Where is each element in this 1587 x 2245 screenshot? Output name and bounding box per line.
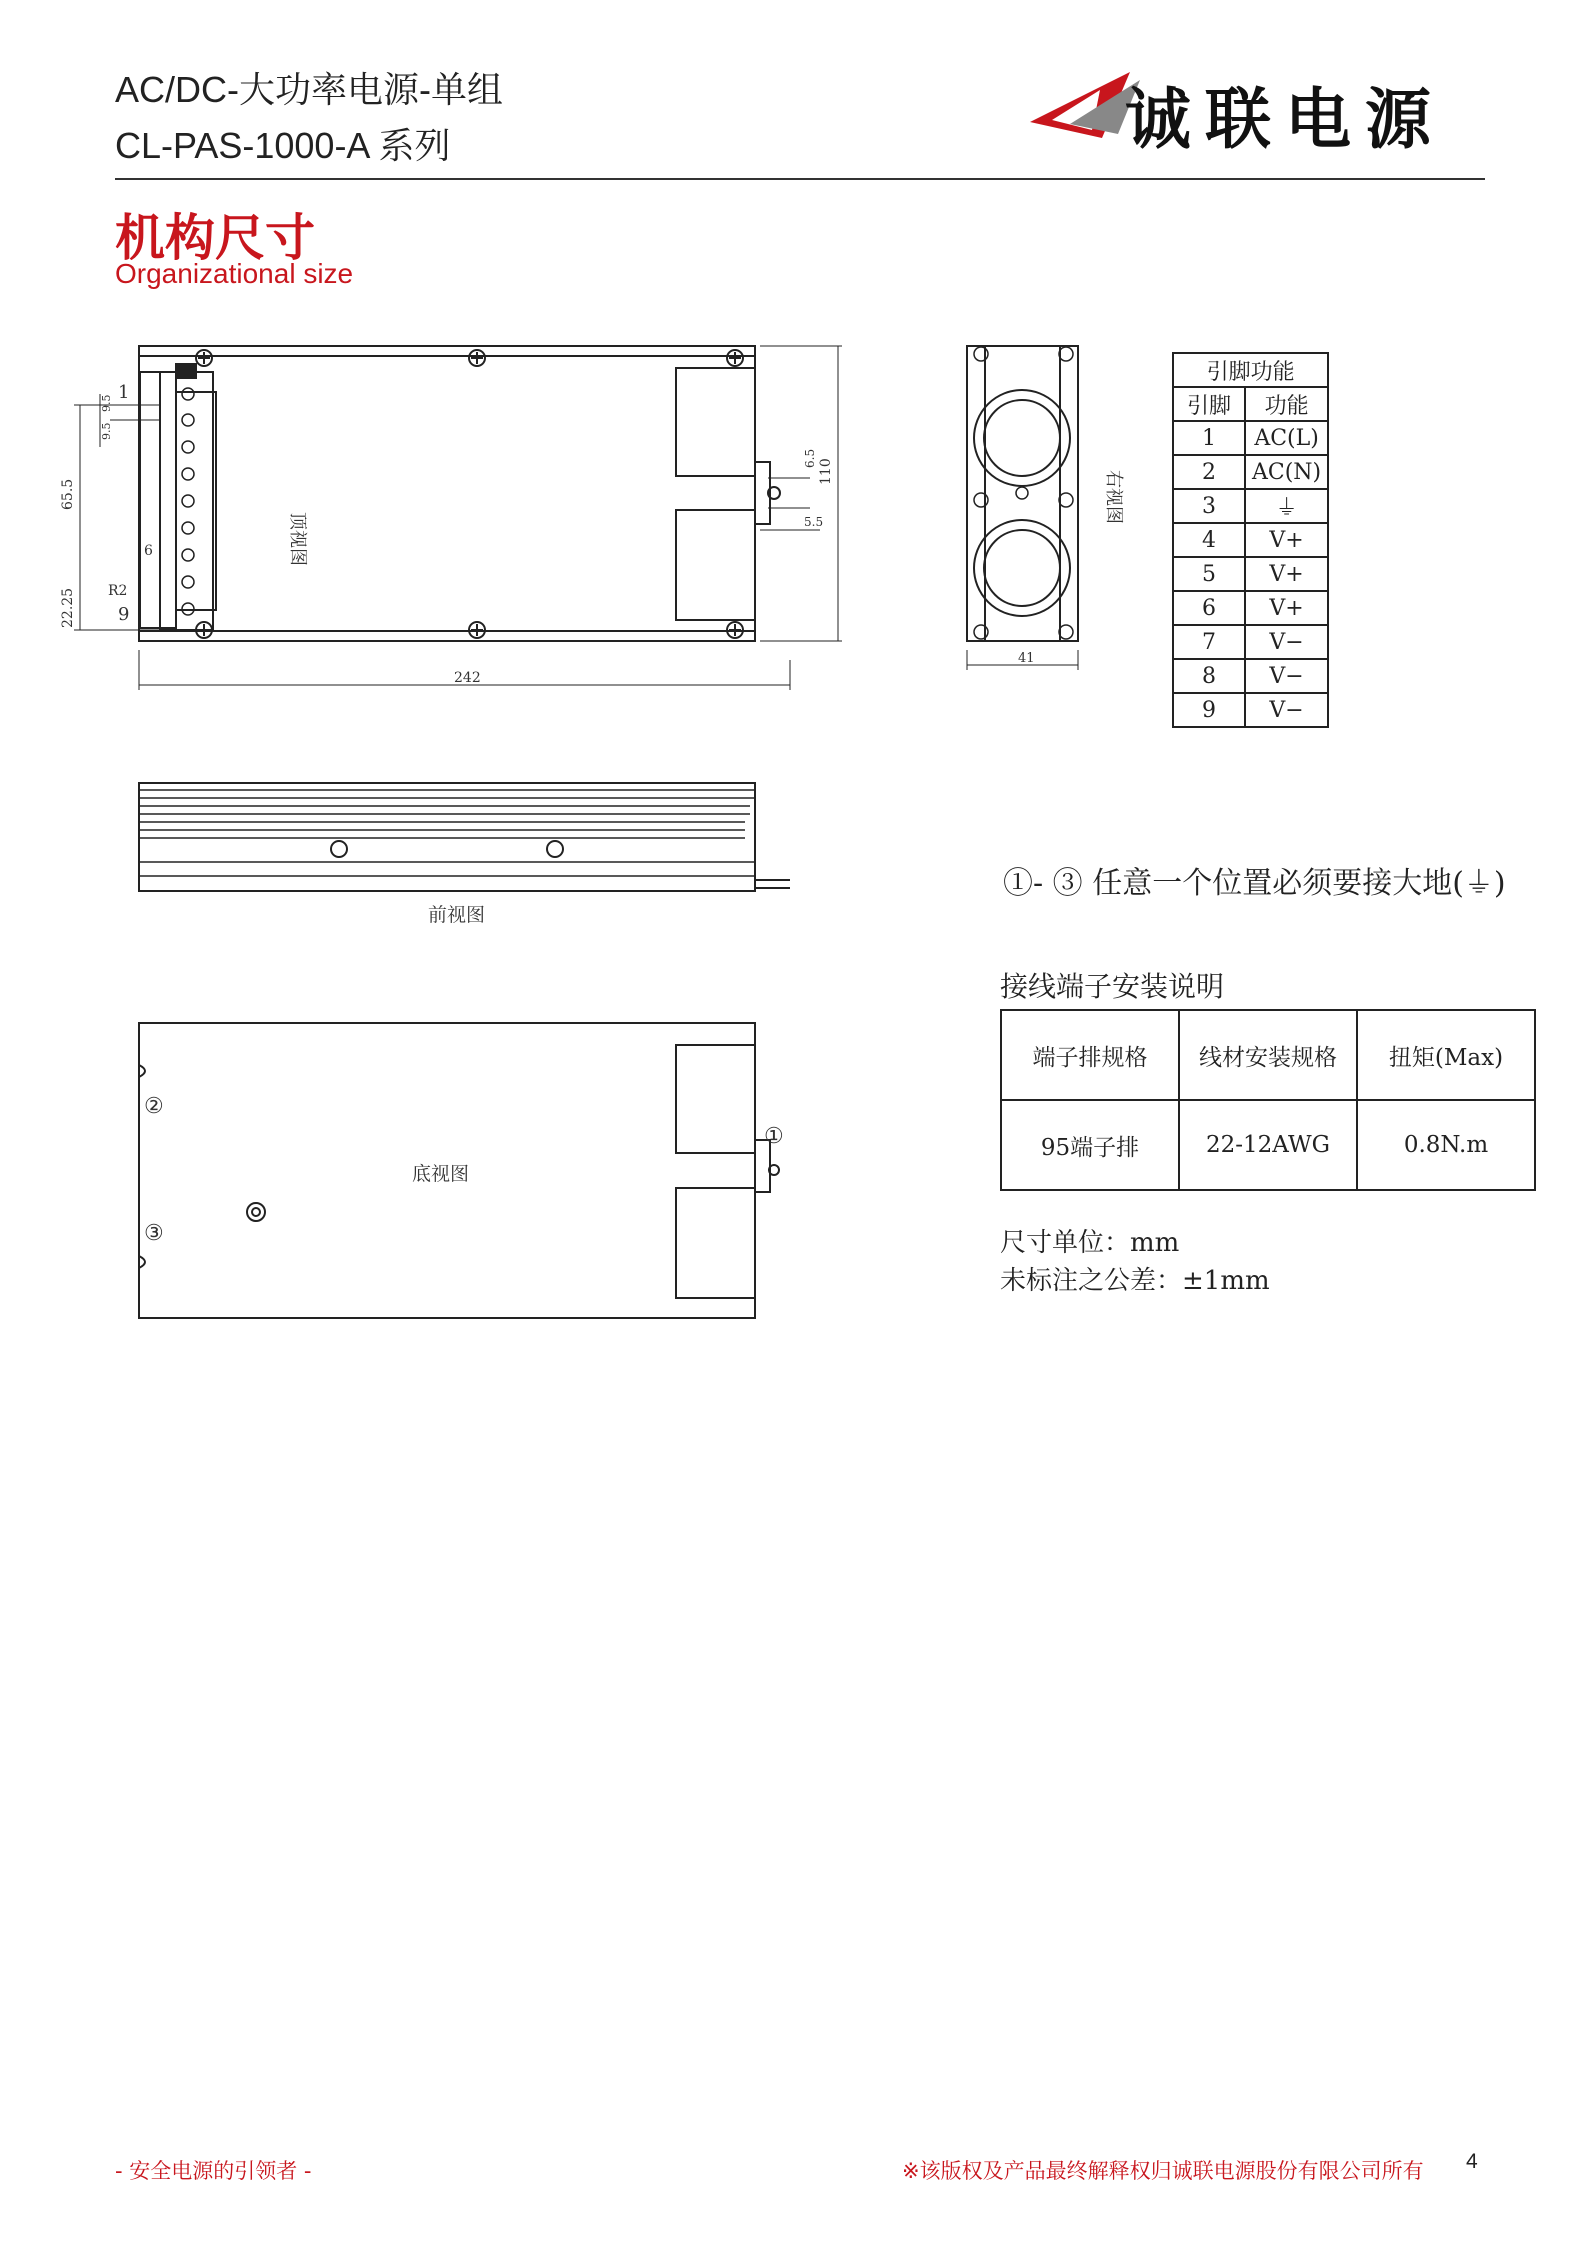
table-row <box>1173 659 1328 693</box>
dim-5-5: 5.5 <box>804 515 824 529</box>
pin-number: 8 <box>1173 659 1245 693</box>
pin-function: V+ <box>1245 557 1328 591</box>
table-row <box>1173 523 1328 557</box>
table-row <box>1173 489 1328 523</box>
pin-number: 2 <box>1173 455 1245 489</box>
pin-table-header-function: 功能 <box>1245 387 1328 421</box>
unit-note: 尺寸单位：mm <box>1000 1228 1180 1258</box>
pin-number: 7 <box>1173 625 1245 659</box>
tolerance-note: 未标注之公差：±1mm <box>1000 1266 1270 1296</box>
front-view-label: 前视图 <box>428 904 486 926</box>
ground-mark-1: ① <box>764 1124 784 1149</box>
table-row <box>1173 693 1328 727</box>
pin-9-label: 9 <box>118 604 130 625</box>
install-header-terminal: 端子排规格 <box>1001 1010 1179 1100</box>
install-section-title: 接线端子安装说明 <box>1000 970 1225 1003</box>
right-view-drawing <box>967 346 1078 670</box>
section-subtitle: Organizational size <box>115 258 354 289</box>
pin-number: 6 <box>1173 591 1245 625</box>
dim-9-5-b: 9.5 <box>100 422 113 440</box>
pin-function: V− <box>1245 625 1328 659</box>
install-value-torque: 0.8N.m <box>1357 1100 1535 1190</box>
dim-9-5-a: 9.5 <box>100 394 113 412</box>
pin-function: V+ <box>1245 523 1328 557</box>
doc-series-title: CL-PAS-1000-A 系列 <box>115 125 451 166</box>
dim-r2: R2 <box>108 583 128 599</box>
ground-mark-2: ② <box>144 1094 164 1119</box>
pin-function: V− <box>1245 659 1328 693</box>
pin-function: ⏚ <box>1245 489 1328 523</box>
table-row <box>1173 625 1328 659</box>
top-view-drawing <box>74 346 842 690</box>
dim-65-5: 65.5 <box>60 478 76 510</box>
dim-110: 110 <box>818 458 834 485</box>
footer-slogan: - 安全电源的引领者 - <box>115 2159 312 2183</box>
pin-function-table <box>1172 352 1329 728</box>
install-value-wire: 22-12AWG <box>1179 1100 1357 1190</box>
pin-function: V− <box>1245 693 1328 727</box>
pin-table-header-pin: 引脚 <box>1173 387 1245 421</box>
install-header-wire: 线材安装规格 <box>1179 1010 1357 1100</box>
pin-function: AC(L) <box>1245 421 1328 455</box>
dim-6-5: 6.5 <box>803 448 817 468</box>
pin-function: AC(N) <box>1245 455 1328 489</box>
pin-number: 9 <box>1173 693 1245 727</box>
right-view-label: 右视图 <box>1103 470 1124 524</box>
bottom-view-label: 底视图 <box>412 1163 470 1185</box>
mount-screw-icon <box>196 350 743 638</box>
pin-function: V+ <box>1245 591 1328 625</box>
pin-number: 4 <box>1173 523 1245 557</box>
ground-mark-3: ③ <box>144 1221 164 1246</box>
pin-1-label: 1 <box>118 382 130 403</box>
section-title: 机构尺寸 <box>115 209 315 267</box>
footer-copyright: ※该版权及产品最终解释权归诚联电源股份有限公司所有 <box>902 2159 1424 2183</box>
dim-22-25: 22.25 <box>60 587 76 628</box>
grounding-note: ①- ③ 任意一个位置必须要接大地(⏚) <box>1003 866 1506 901</box>
install-header-torque: 扭矩(Max) <box>1357 1010 1535 1100</box>
table-row <box>1173 455 1328 489</box>
pin-table-title: 引脚功能 <box>1173 353 1328 387</box>
table-row <box>1173 591 1328 625</box>
dim-41: 41 <box>1018 651 1035 666</box>
pin-number: 1 <box>1173 421 1245 455</box>
top-view-label: 顶视图 <box>287 512 308 566</box>
page-number: 4 <box>1466 2150 1478 2173</box>
logo-wordmark: 诚联电源 <box>1125 80 1445 158</box>
pin-number: 5 <box>1173 557 1245 591</box>
table-row <box>1173 557 1328 591</box>
install-value-terminal: 95端子排 <box>1001 1100 1179 1190</box>
front-view-drawing <box>139 783 790 891</box>
install-spec-table <box>1000 1009 1536 1191</box>
dim-242: 242 <box>454 670 481 686</box>
doc-category-title: AC/DC-大功率电源-单组 <box>115 69 503 110</box>
table-row <box>1173 421 1328 455</box>
pin-number: 3 <box>1173 489 1245 523</box>
dim-6: 6 <box>144 543 153 559</box>
